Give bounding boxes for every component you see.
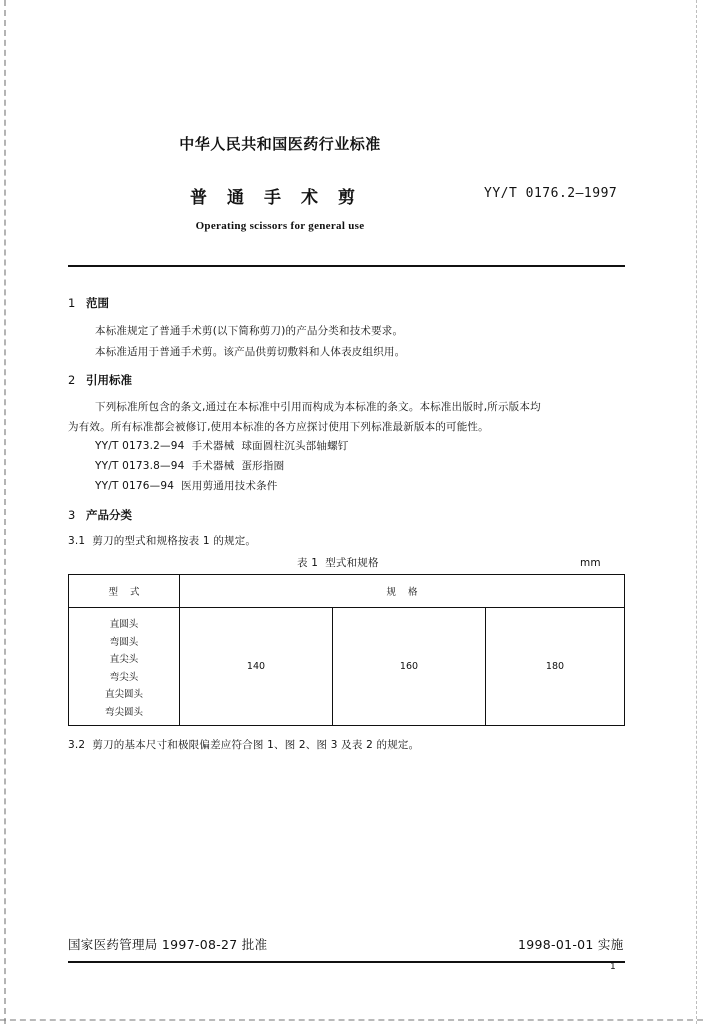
section-1-paragraph-1: 本标准规定了普通手术剪(以下简称剪刀)的产品分类和技术要求。 <box>95 325 404 337</box>
section-3-heading <box>68 507 132 523</box>
table-header-type: 型 式 <box>69 575 180 608</box>
approval-note: 国家医药管理局 1997-08-27 批准 <box>68 937 268 952</box>
header-rule <box>68 265 625 267</box>
section-1-number: 1 <box>68 296 76 310</box>
page-number: 1 <box>610 962 616 972</box>
scan-edge-right <box>696 0 698 1024</box>
table-header-row <box>69 575 625 608</box>
type-item: 直圆头 <box>109 619 139 630</box>
table-cell-spec: 160 <box>333 608 486 726</box>
implementation-date: 1998-01-01 实施 <box>518 937 624 952</box>
table-cell-spec: 140 <box>180 608 333 726</box>
reference-item: YY/T 0173.8—94 手术器械 蛋形指圈 <box>95 460 285 472</box>
type-item: 直尖圆头 <box>104 689 143 700</box>
standard-code: YY/T 0176.2—1997 <box>484 186 618 201</box>
section-2-paragraph-line-1: 下列标准所包含的条文,通过在本标准中引用而构成为本标准的条文。本标准出版时,所示版本均 <box>95 401 541 413</box>
table-types-and-specs <box>68 574 625 726</box>
section-2-title: 引用标准 <box>86 373 132 387</box>
section-3-number: 3 <box>68 508 76 522</box>
clause-3-1: 3.1 剪刀的型式和规格按表 1 的规定。 <box>68 535 257 547</box>
table-caption: 表 1 型式和规格 <box>297 557 379 569</box>
section-3-title: 产品分类 <box>86 508 132 522</box>
table-unit: mm <box>580 557 601 569</box>
type-item: 直尖头 <box>109 654 139 665</box>
section-1-title: 范围 <box>86 296 109 310</box>
table-cell-types <box>69 608 180 726</box>
english-title: Operating scissors for general use <box>195 220 365 232</box>
section-2-paragraph-line-2: 为有效。所有标准都会被修订,使用本标准的各方应探讨使用下列标准最新版本的可能性。 <box>68 421 489 433</box>
table-cell-spec: 180 <box>486 608 625 726</box>
table-row <box>69 608 625 726</box>
reference-item: YY/T 0173.2—94 手术器械 球面圆柱沉头部轴螺钉 <box>95 440 349 452</box>
clause-3-2: 3.2 剪刀的基本尺寸和极限偏差应符合图 1、图 2、图 3 及表 2 的规定。 <box>68 739 420 751</box>
type-item: 弯尖圆头 <box>104 706 143 718</box>
section-1-paragraph-2: 本标准适用于普通手术剪。该产品供剪切敷料和人体表皮组织用。 <box>95 346 406 358</box>
reference-item: YY/T 0176—94 医用剪通用技术条件 <box>95 480 278 492</box>
issuing-organization: 中华人民共和国医药行业标准 <box>179 135 381 153</box>
type-item: 弯尖头 <box>109 671 139 683</box>
table-header-spec: 规 格 <box>180 575 625 608</box>
section-1-heading <box>68 295 109 311</box>
document-title: 普通手术剪 <box>190 188 375 208</box>
scan-edge-bottom <box>0 1019 703 1022</box>
section-2-heading <box>68 372 132 388</box>
section-2-number: 2 <box>68 373 76 387</box>
type-item: 弯圆头 <box>109 636 139 648</box>
footer-rule <box>68 961 625 963</box>
